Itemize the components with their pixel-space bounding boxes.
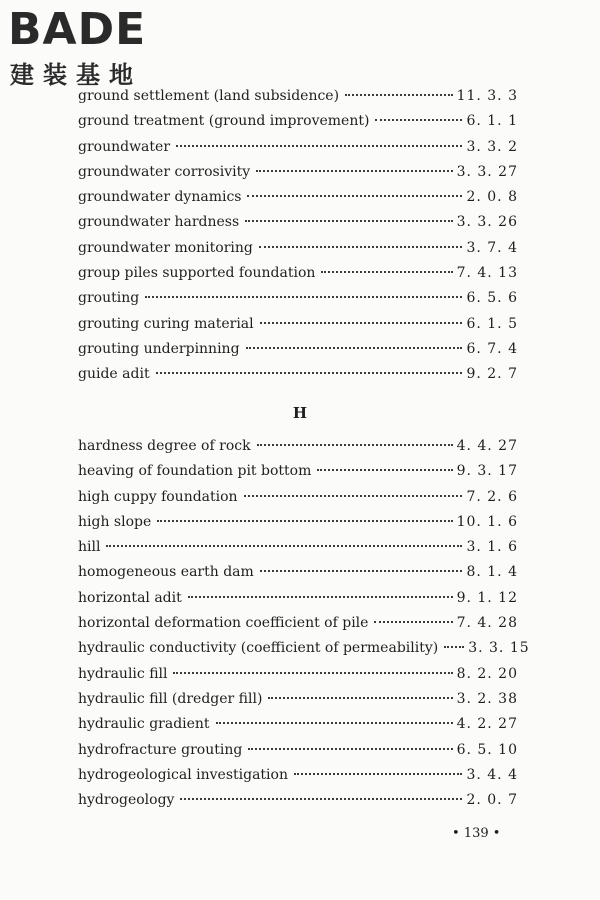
- index-ref: 3. 1. 6: [466, 539, 518, 556]
- index-entry: [78, 341, 518, 366]
- index-entry: [78, 113, 518, 138]
- index-ref: 10. 1. 6: [456, 513, 518, 530]
- dot-leader: [345, 94, 453, 96]
- dot-leader: [180, 798, 462, 800]
- index-ref: 3. 3. 2: [466, 138, 518, 155]
- index-section-h: [78, 438, 530, 817]
- index-entry: [78, 316, 518, 341]
- dot-leader: [260, 322, 463, 324]
- index-ref: 7. 2. 6: [466, 488, 518, 505]
- index-entry: [78, 366, 518, 391]
- dot-leader: [374, 621, 452, 623]
- index-term: grouting curing material: [78, 315, 254, 332]
- index-entry: [78, 716, 518, 741]
- dot-leader: [156, 372, 463, 374]
- index-term: hill: [78, 539, 101, 556]
- index-term: groundwater dynamics: [78, 189, 242, 206]
- index-ref: 6. 7. 4: [466, 340, 518, 357]
- index-term: ground treatment (ground improvement): [78, 113, 370, 130]
- index-term: groundwater hardness: [78, 214, 240, 231]
- index-entry: [78, 564, 518, 589]
- index-entry: [78, 214, 518, 239]
- index-ref: 2. 0. 8: [466, 189, 518, 206]
- index-entry: [78, 691, 518, 716]
- section-heading: H: [292, 404, 308, 422]
- index-term: hydraulic fill: [78, 665, 168, 682]
- index-term: groundwater monitoring: [78, 239, 253, 256]
- index-entry: [78, 792, 518, 817]
- index-ref: 6. 1. 5: [466, 315, 518, 332]
- index-entry: [78, 164, 518, 189]
- index-entry: [78, 438, 518, 463]
- index-term: horizontal adit: [78, 589, 182, 606]
- index-entry: [78, 640, 530, 665]
- index-ref: 9. 2. 7: [466, 366, 518, 383]
- index-term: homogeneous earth dam: [78, 564, 254, 581]
- index-entry: [78, 290, 518, 315]
- index-entry: [78, 742, 518, 767]
- dot-leader: [257, 444, 453, 446]
- dot-leader: [375, 119, 462, 121]
- dot-leader: [188, 596, 453, 598]
- logo-tagline: 建装基地: [10, 61, 142, 89]
- index-entry: [78, 139, 518, 164]
- index-term: groundwater: [78, 138, 171, 155]
- index-entry: [78, 189, 518, 214]
- index-entry: [78, 489, 518, 514]
- index-term: grouting underpinning: [78, 340, 240, 357]
- dot-leader: [106, 545, 462, 547]
- dot-leader: [216, 722, 453, 724]
- dot-leader: [245, 220, 452, 222]
- index-term: hydrofracture grouting: [78, 741, 243, 758]
- index-term: horizontal deformation coefficient of pile: [78, 615, 369, 632]
- index-ref: 4. 2. 27: [456, 716, 518, 733]
- index-entry: [78, 767, 518, 792]
- index-ref: 7. 4. 28: [456, 615, 518, 632]
- index-entry: [78, 615, 518, 640]
- dot-leader: [248, 748, 452, 750]
- index-entry: [78, 514, 518, 539]
- index-ref: 9. 1. 12: [456, 589, 518, 606]
- index-term: hydrogeological investigation: [78, 766, 288, 783]
- index-term: hydraulic conductivity (coefficient of permeability): [78, 640, 439, 657]
- index-ref: 3. 3. 27: [456, 163, 518, 180]
- index-term: heaving of foundation pit bottom: [78, 463, 312, 480]
- index-term: hydraulic gradient: [78, 716, 210, 733]
- index-entry: [78, 265, 518, 290]
- index-ref: 6. 1. 1: [466, 113, 518, 130]
- dot-leader: [321, 271, 452, 273]
- index-term: group piles supported foundation: [78, 265, 316, 282]
- dot-leader: [259, 246, 463, 248]
- watermark-logo: [8, 4, 178, 90]
- index-ref: 3. 3. 26: [456, 214, 518, 231]
- index-term: ground settlement (land subsidence): [78, 88, 340, 104]
- index-section-g: [78, 88, 518, 392]
- dot-leader: [260, 570, 463, 572]
- index-ref: 3. 4. 4: [466, 766, 518, 783]
- dot-leader: [444, 646, 464, 648]
- dot-leader: [173, 672, 452, 674]
- index-term: grouting: [78, 290, 140, 307]
- dot-leader: [294, 773, 462, 775]
- index-ref: 4. 4. 27: [456, 438, 518, 454]
- index-ref: 2. 0. 7: [466, 792, 518, 809]
- index-ref: 6. 5. 10: [456, 741, 518, 758]
- index-ref: 9. 3. 17: [456, 463, 518, 480]
- index-entry: [78, 666, 518, 691]
- index-ref: 3. 3. 15: [468, 640, 530, 657]
- index-entry: [78, 240, 518, 265]
- dot-leader: [256, 170, 452, 172]
- index-term: high slope: [78, 513, 152, 530]
- index-term: guide adit: [78, 366, 150, 383]
- dot-leader: [247, 195, 462, 197]
- index-ref: 3. 2. 38: [456, 690, 518, 707]
- page-number: • 139 •: [452, 826, 501, 841]
- index-term: high cuppy foundation: [78, 488, 238, 505]
- index-ref: 8. 2. 20: [456, 665, 518, 682]
- logo-brand: BADE: [8, 4, 147, 55]
- index-entry: [78, 88, 518, 113]
- dot-leader: [268, 697, 452, 699]
- index-ref: 3. 7. 4: [466, 239, 518, 256]
- index-ref: 8. 1. 4: [466, 564, 518, 581]
- index-entry: [78, 590, 518, 615]
- index-entry: [78, 539, 518, 564]
- dot-leader: [145, 296, 462, 298]
- index-ref: 6. 5. 6: [466, 290, 518, 307]
- dot-leader: [157, 520, 452, 522]
- index-entry: [78, 463, 518, 488]
- index-term: groundwater corrosivity: [78, 163, 251, 180]
- index-term: hydraulic fill (dredger fill): [78, 690, 263, 707]
- index-ref: 7. 4. 13: [456, 265, 518, 282]
- dot-leader: [176, 145, 462, 147]
- dot-leader: [317, 469, 452, 471]
- index-ref: 11. 3. 3: [456, 88, 518, 104]
- dot-leader: [244, 495, 463, 497]
- index-term: hardness degree of rock: [78, 438, 251, 454]
- index-term: hydrogeology: [78, 792, 175, 809]
- dot-leader: [246, 347, 463, 349]
